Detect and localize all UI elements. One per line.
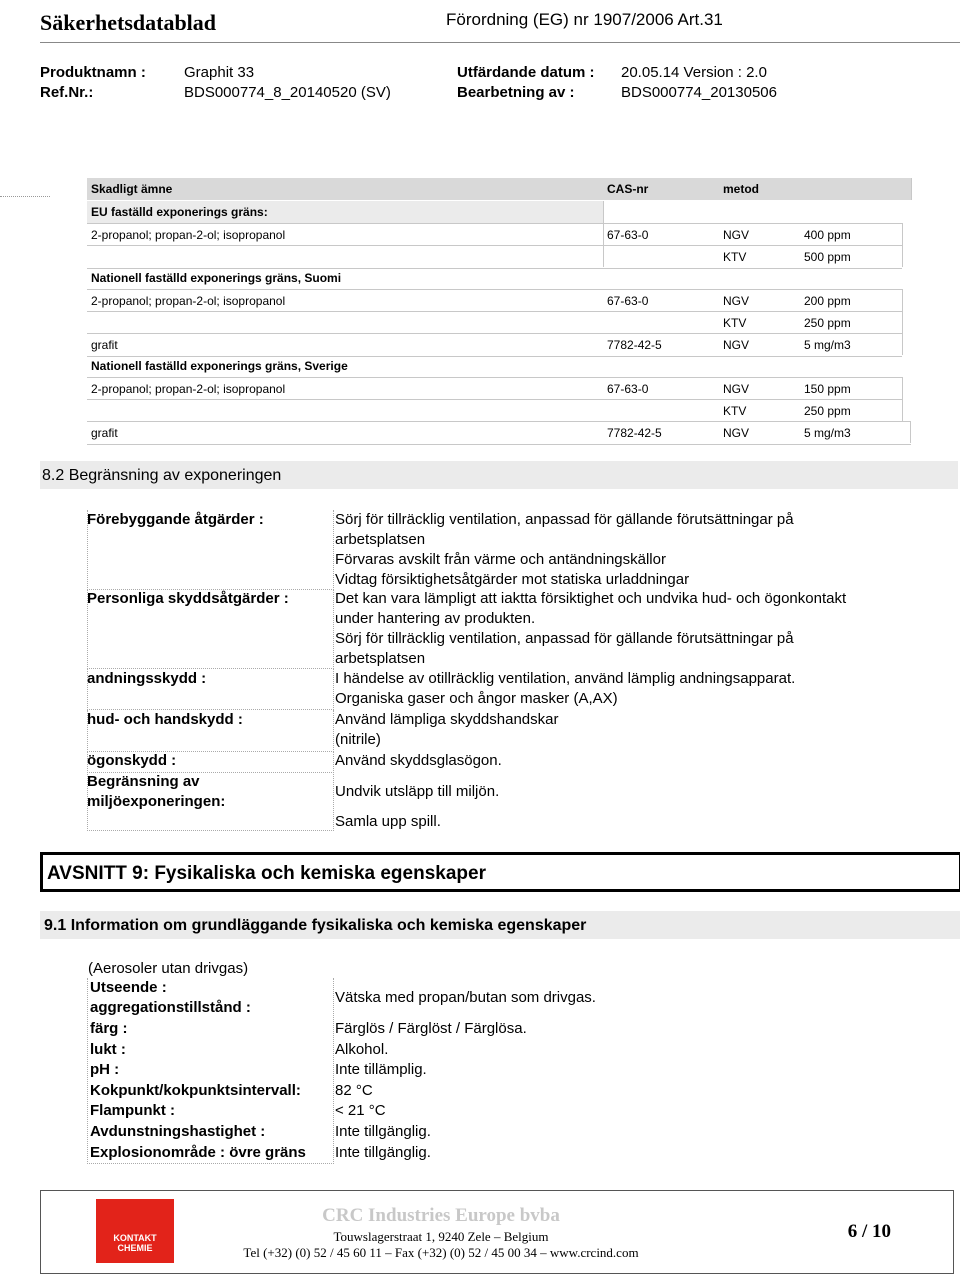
table-divider (902, 223, 903, 267)
eye-protection-label: ögonskydd : (87, 752, 177, 769)
table-row: grafit 7782-42-5 NGV 5 mg/m3 (87, 421, 911, 445)
document-title: Säkerhetsdatablad (40, 10, 217, 35)
flash-point-value: < 21 °C (335, 1102, 386, 1119)
section-9-title: AVSNITT 9: Fysikaliska och kemiska egenskaper (40, 852, 960, 892)
odor-label: lukt : (90, 1041, 126, 1058)
evaporation-rate-label: Avdunstningshastighet : (90, 1123, 266, 1140)
company-address: Touwslagerstraat 1, 9240 Zele – Belgium (333, 1229, 549, 1244)
header-divider (40, 42, 960, 43)
aerosol-note: (Aerosoler utan drivgas) (88, 960, 249, 977)
regulation-reference: Förordning (EG) nr 1907/2006 Art.31 (446, 10, 723, 29)
table-divider (910, 421, 911, 443)
explosion-limit-value: Inte tillgänglig. (335, 1144, 431, 1161)
table-row: 2-propanol; propan-2-ol; isopropanol 67-63-0 NGV 400 ppm (87, 223, 902, 246)
environmental-exposure-label: Begränsning av miljöexponeringen: (87, 773, 226, 810)
fi-limits-heading: Nationell faställd exponerings gräns, Suomi (91, 271, 342, 285)
page-footer (40, 1190, 954, 1274)
table-divider (902, 377, 903, 421)
table-divider (911, 178, 912, 200)
product-name-label: Produktnamn : (40, 64, 146, 81)
kontakt-chemie-logo: KONTAKT CHEMIE (96, 1199, 174, 1263)
table-row: KTV 250 ppm (87, 399, 902, 422)
color-value: Färglös / Färglöst / Färglösa. (335, 1020, 527, 1037)
eu-limits-heading: EU faställd exponerings gräns: (87, 201, 604, 223)
se-limits-heading: Nationell faställd exponerings gräns, Sverige (91, 359, 348, 373)
table-row: grafit 7782-42-5 NGV 5 mg/m3 (87, 333, 902, 357)
preventive-measures-text: Sörj för tillräcklig ventilation, anpassad för gällande förutsättningar på arbetsplatsen Förvaras avskilt från värme och antändningskällor Vidtag försiktighetsåtgärder mot statiska urladdningar (335, 511, 794, 588)
environmental-exposure-text: Undvik utsläpp till miljön. (335, 783, 500, 800)
respiratory-protection-text: I händelse av otillräcklig ventilation, använd lämplig andningsapparat. Organiska gaser och ångor masker (A,AX) (335, 670, 796, 707)
hand-protection-text: Använd lämpliga skyddshandskar (nitrile) (335, 711, 559, 748)
label-cell-border (87, 510, 334, 590)
respiratory-protection-label: andningsskydd : (87, 670, 207, 687)
table-row: KTV 500 ppm (87, 245, 902, 269)
boiling-point-value: 82 °C (335, 1082, 373, 1099)
ph-value: Inte tillämplig. (335, 1061, 427, 1078)
odor-value: Alkohol. (335, 1041, 389, 1058)
revision-label: Bearbetning av : (457, 84, 575, 101)
hand-protection-label: hud- och handskydd : (87, 711, 243, 728)
label-cell-border (87, 589, 334, 669)
properties-label-border (87, 978, 334, 1164)
flash-point-label: Flampunkt : (90, 1102, 175, 1119)
header-method: metod (723, 182, 759, 196)
table-row: KTV 250 ppm (87, 311, 902, 334)
eye-protection-text: Använd skyddsglasögon. (335, 752, 502, 769)
ph-label: pH : (90, 1061, 120, 1078)
appearance-value: Vätska med propan/butan som drivgas. (335, 989, 596, 1006)
header-substance: Skadligt ämne (91, 182, 173, 196)
label-cell-border (87, 669, 334, 710)
spill-instruction-text: Samla upp spill. (335, 813, 441, 830)
header-cas: CAS-nr (607, 182, 649, 196)
issue-date-label: Utfärdande datum : (457, 64, 595, 81)
boiling-point-label: Kokpunkt/kokpunktsintervall: (90, 1082, 301, 1099)
evaporation-rate-value: Inte tillgänglig. (335, 1123, 431, 1140)
margin-marker (0, 196, 50, 197)
table-divider (902, 289, 903, 355)
table-row: 2-propanol; propan-2-ol; isopropanol 67-63-0 NGV 150 ppm (87, 377, 902, 400)
appearance-label: Utseende : aggregationstillstånd : (90, 979, 251, 1016)
company-contact: Tel (+32) (0) 52 / 45 60 11 – Fax (+32) (0) 52 / 45 00 34 – www.crcind.com (243, 1245, 639, 1260)
preventive-measures-label: Förebyggande åtgärder : (87, 511, 264, 528)
ref-number-value: BDS000774_8_20140520 (SV) (184, 84, 391, 101)
issue-date-value: 20.05.14 Version : 2.0 (621, 64, 767, 81)
label-cell-border (87, 772, 334, 831)
product-name-value: Graphit 33 (184, 64, 255, 81)
label-cell-border (87, 710, 334, 752)
section-9-1-heading: 9.1 Information om grundläggande fysikaliska och kemiska egenskaper (40, 911, 960, 939)
company-name: CRC Industries Europe bvba (322, 1205, 560, 1226)
personal-protection-label: Personliga skyddsåtgärder : (87, 590, 289, 607)
personal-protection-text: Det kan vara lämpligt att iaktta försiktighet och undvika hud- och ögonkontakt under hantering av produkten. Sörj för tillräcklig ventilation, anpassad för gällande förutsättningar på arbetsplatsen (335, 590, 847, 667)
table-row: 2-propanol; propan-2-ol; isopropanol 67-63-0 NGV 200 ppm (87, 289, 902, 312)
explosion-limit-label: Explosionområde : övre gräns (90, 1144, 306, 1161)
ref-number-label: Ref.Nr.: (40, 84, 94, 101)
table-divider (603, 201, 604, 267)
table-header-row (87, 178, 911, 200)
label-cell-border (87, 751, 334, 773)
color-label: färg : (90, 1020, 128, 1037)
section-8-2-heading: 8.2 Begränsning av exponeringen (40, 461, 958, 489)
revision-value: BDS000774_20130506 (621, 84, 777, 101)
page-number: 6 / 10 (847, 1221, 891, 1242)
